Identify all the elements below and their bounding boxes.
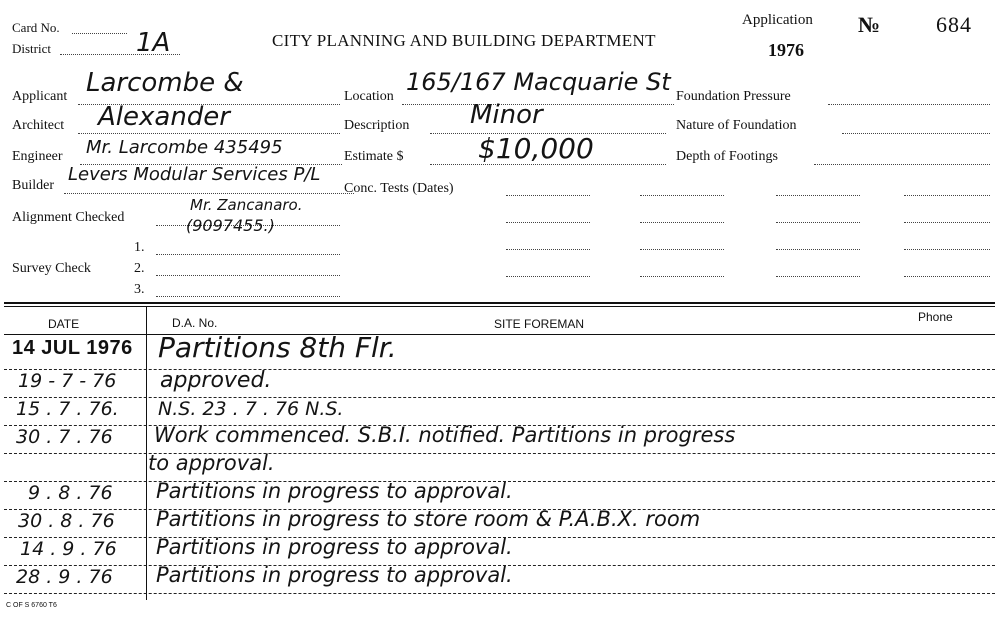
architect-line [78, 133, 340, 134]
district-label: District [12, 41, 51, 56]
conc-test-line [904, 249, 990, 250]
nature-foundation-label: Nature of Foundation [676, 118, 797, 133]
alignment-value-2: (9097455.) [186, 216, 275, 235]
conc-test-line [776, 249, 860, 250]
alignment-label: Alignment Checked [12, 210, 125, 225]
log-row-entry: Partitions 8th Flr. [158, 331, 397, 364]
log-row-entry: N.S. 23 . 7 . 76 N.S. [158, 398, 344, 420]
log-row-date: 30 . 8 . 76 [18, 510, 115, 532]
depth-footings-label: Depth of Footings [676, 149, 778, 164]
card-no-label: Card No. [12, 20, 60, 35]
estimate-value: $10,000 [478, 132, 594, 165]
application-number: 684 [936, 12, 972, 37]
log-row-entry: Partitions in progress to approval. [156, 535, 513, 559]
builder-label: Builder [12, 178, 54, 193]
conc-test-line [506, 195, 590, 196]
conc-test-line [776, 195, 860, 196]
log-row-entry: Work commenced. S.B.I. notified. Partitions in progress [154, 423, 736, 447]
estimate-label: Estimate $ [344, 149, 404, 164]
log-row-entry: approved. [160, 368, 272, 393]
conc-test-line [640, 195, 724, 196]
table-top-rule-2 [4, 306, 995, 307]
log-row-entry: to approval. [148, 451, 275, 475]
row-rule [4, 397, 995, 398]
conc-test-line [904, 222, 990, 223]
conc-test-line [506, 249, 590, 250]
conc-tests-label: Conc. Tests (Dates) [344, 181, 454, 196]
location-value: 165/167 Macquarie St [406, 68, 671, 96]
log-row-date: 15 . 7 . 76. [16, 398, 119, 420]
conc-test-line [506, 276, 590, 277]
conc-test-line [776, 276, 860, 277]
builder-value: Levers Modular Services P/L [68, 164, 321, 185]
da-no-header: D.A. No. [172, 316, 218, 330]
survey-line-2 [156, 275, 340, 276]
site-foreman-header: SITE FOREMAN [494, 317, 585, 331]
log-row-date: 9 . 8 . 76 [28, 482, 113, 504]
date-header: DATE [48, 317, 80, 331]
form-code: C OF S 6760 T6 [6, 602, 57, 609]
log-row-date: 14 . 9 . 76 [20, 538, 117, 560]
log-row-entry: Partitions in progress to approval. [156, 563, 513, 587]
log-row-date: 30 . 7 . 76 [16, 426, 113, 448]
log-row-entry: Partitions in progress to approval. [156, 479, 513, 503]
nature-foundation-line [842, 133, 990, 134]
description-label: Description [344, 118, 410, 133]
row-rule [4, 593, 995, 594]
description-value: Minor [470, 100, 543, 130]
conc-test-line [640, 276, 724, 277]
phone-header: Phone [918, 310, 953, 324]
engineer-value: Mr. Larcombe 435495 [86, 137, 283, 158]
log-row-date: 28 . 9 . 76 [16, 566, 113, 588]
applicant-value: Larcombe & [86, 68, 244, 98]
conc-test-line [640, 249, 724, 250]
number-symbol: № [858, 12, 881, 37]
survey-line-1 [156, 254, 340, 255]
survey-item-1: 1. [134, 240, 145, 255]
architect-label: Architect [12, 118, 65, 133]
location-label: Location [344, 89, 394, 104]
conc-test-line [776, 222, 860, 223]
builder-line [64, 193, 354, 194]
district-value: 1A [136, 28, 171, 58]
survey-label: Survey Check [12, 261, 91, 276]
engineer-label: Engineer [12, 149, 63, 164]
department-title: CITY PLANNING AND BUILDING DEPARTMENT [272, 31, 656, 50]
depth-footings-line [814, 164, 990, 165]
conc-test-line [640, 222, 724, 223]
architect-value: Alexander [98, 102, 230, 132]
alignment-value-1: Mr. Zancanaro. [190, 196, 303, 214]
log-row-date: 19 - 7 - 76 [18, 370, 117, 392]
log-row-entry: Partitions in progress to store room & P.A.B.X. room [156, 507, 701, 531]
survey-line-3 [156, 296, 340, 297]
conc-test-line [506, 222, 590, 223]
applicant-label: Applicant [12, 89, 68, 104]
foundation-pressure-line [828, 104, 990, 105]
application-year: 1976 [768, 40, 804, 60]
survey-item-3: 3. [134, 282, 145, 297]
application-label: Application [742, 12, 813, 28]
row-rule [4, 369, 995, 370]
conc-test-line [904, 195, 990, 196]
survey-item-2: 2. [134, 261, 145, 276]
header-bottom-rule [4, 334, 995, 335]
table-top-rule [4, 302, 995, 304]
card-no-line [72, 33, 127, 34]
conc-test-line [904, 276, 990, 277]
foundation-pressure-label: Foundation Pressure [676, 89, 791, 104]
log-row-date: 14 JUL 1976 [12, 337, 133, 359]
